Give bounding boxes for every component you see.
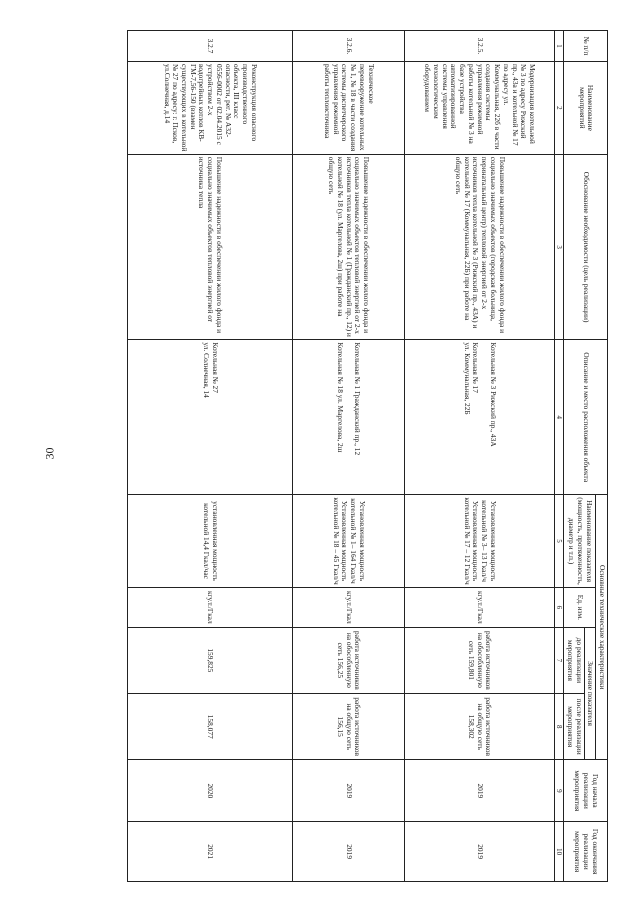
column-number: 8 <box>554 694 563 760</box>
column-number: 9 <box>554 760 563 822</box>
row-name: Реконструкция опасного производственного объекта, III класс опасности, рег. № А32-0556-0002 от 02.04.2015 с устройством 2-х водогрейных котлов КВ-ГМ-7,56-150 (взамен существующих в котельной № 27 по адресу: г. Псков, ул.Солнечная, д.14 <box>127 61 292 154</box>
table-row <box>404 31 554 882</box>
column-number: 1 <box>554 31 563 62</box>
row-value-before: работа источников на обособленную сеть 159,801 <box>404 627 554 693</box>
row-value-after: работа источников на общую сеть 156,15 <box>292 694 404 760</box>
row-indicator: Установленная мощность котельной № 3– 13 Гкал/ч Установленная мощность котельной № 17 – 12 Гкал/ч <box>404 495 554 588</box>
header-num: № п/п <box>564 31 608 62</box>
column-number: 10 <box>554 822 563 882</box>
row-value-after: 158,077 <box>127 694 292 760</box>
header-description: Описание и место расположения объекта <box>564 340 608 495</box>
column-number: 2 <box>554 61 563 154</box>
row-year-end: 2021 <box>127 822 292 882</box>
header-unit: Ед. изм. <box>564 587 596 627</box>
row-unit: кгу.т./Гкал <box>292 587 404 627</box>
row-indicator: Установленная мощность котельной № 1– 164 Гкал/ч Установленная мощность котельной № 18 – 45 Гкал/ч <box>292 495 404 588</box>
column-number: 5 <box>554 495 563 588</box>
header-indicator-name: Наименование показателя (мощность, протяженность, диаметр и т.п.) <box>564 495 596 588</box>
row-num: 3.2.7 <box>127 31 292 62</box>
row-justification: Повышение надежности в обеспечении жилого фонда и социально значимых объектов тепловой энергией от источника тепла <box>127 154 292 340</box>
row-justification: Повышение надежности в обеспечении жилого фонда и социально значимых объектов тепловой энергией от 2-х источников тепла котельной № 1 (Гражданский пр., 12) и котельной № 18 (ул. Маргелова, 2ш) при работе на общую сеть <box>292 154 404 340</box>
header-justification: Обоснование необходимости (цель реализации) <box>564 154 608 340</box>
row-unit: кгу.т./Гкал <box>404 587 554 627</box>
row-year-start: 2019 <box>292 760 404 822</box>
row-num: 3.2.5. <box>404 31 554 62</box>
row-unit: кгу.т./Гкал <box>127 587 292 627</box>
row-description: Котельная № 1 Гражданский пр., 12 Котельная № 18 ул. Маргелова, 2ш <box>292 340 404 495</box>
header-tech-group: Основные технические характеристики <box>596 495 608 760</box>
row-value-before: 159,825 <box>127 627 292 693</box>
header-row-1 <box>596 31 608 882</box>
row-name: Модернизация котельной № 3 по адресу Рижский пр., 43а и котельной № 17 по адресу ул. Коммунальная, 22б в части создания системы управления режимной работы котельной № 3 на базе устройства автоматизированной системы управления технологическим оборудованием <box>404 61 554 154</box>
header-name: Наименование мероприятий <box>564 61 608 154</box>
row-name: Техническое перевооружение котельных № 1, № 18 в части создания системы диспетчерского управления режимной работы теплоисточника <box>292 61 404 154</box>
column-number: 6 <box>554 587 563 627</box>
row-indicator: установленная мощность котельной 14,4 Гкал/час <box>127 495 292 588</box>
measures-table <box>127 30 608 882</box>
page-number: 30 <box>42 447 57 460</box>
row-num: 3.2.6. <box>292 31 404 62</box>
row-year-start: 2020 <box>127 760 292 822</box>
header-year-start: Год начала реализации мероприятия <box>564 760 608 822</box>
column-number: 4 <box>554 340 563 495</box>
header-value-group: Значение показателя <box>584 627 596 760</box>
row-description: Котельная № 27 ул. Солнечная, 14 <box>127 340 292 495</box>
table-row <box>292 31 404 882</box>
row-value-after: работа источников на общую сеть 158,302 <box>404 694 554 760</box>
header-value-after: после реализации мероприятия <box>564 694 584 760</box>
header-value-before: до реализации мероприятия <box>564 627 584 693</box>
row-year-end: 2019 <box>404 822 554 882</box>
rotated-page-content <box>78 30 608 882</box>
row-year-end: 2019 <box>292 822 404 882</box>
header-year-end: Год окончания реализации мероприятия <box>564 822 608 882</box>
column-number-row <box>554 31 563 882</box>
table-row <box>127 31 292 882</box>
column-number: 3 <box>554 154 563 340</box>
row-value-before: работа источников на обособленную сеть 156,25 <box>292 627 404 693</box>
column-number: 7 <box>554 627 563 693</box>
row-year-start: 2019 <box>404 760 554 822</box>
row-justification: Повышение надежности в обеспечении жилого фонда и социально значимых объектов (городская больница, перинатальный центр) тепловой энергией от 2-х источников тепла котельной № 3 (Рижский пр., 43А) и котельной № 17 (Коммунальная, 22Б) при работе на общую сеть <box>404 154 554 340</box>
row-description: Котельная № 3 Рижский пр., 43А Котельная № 17 ул. Коммунальная, 22Б <box>404 340 554 495</box>
